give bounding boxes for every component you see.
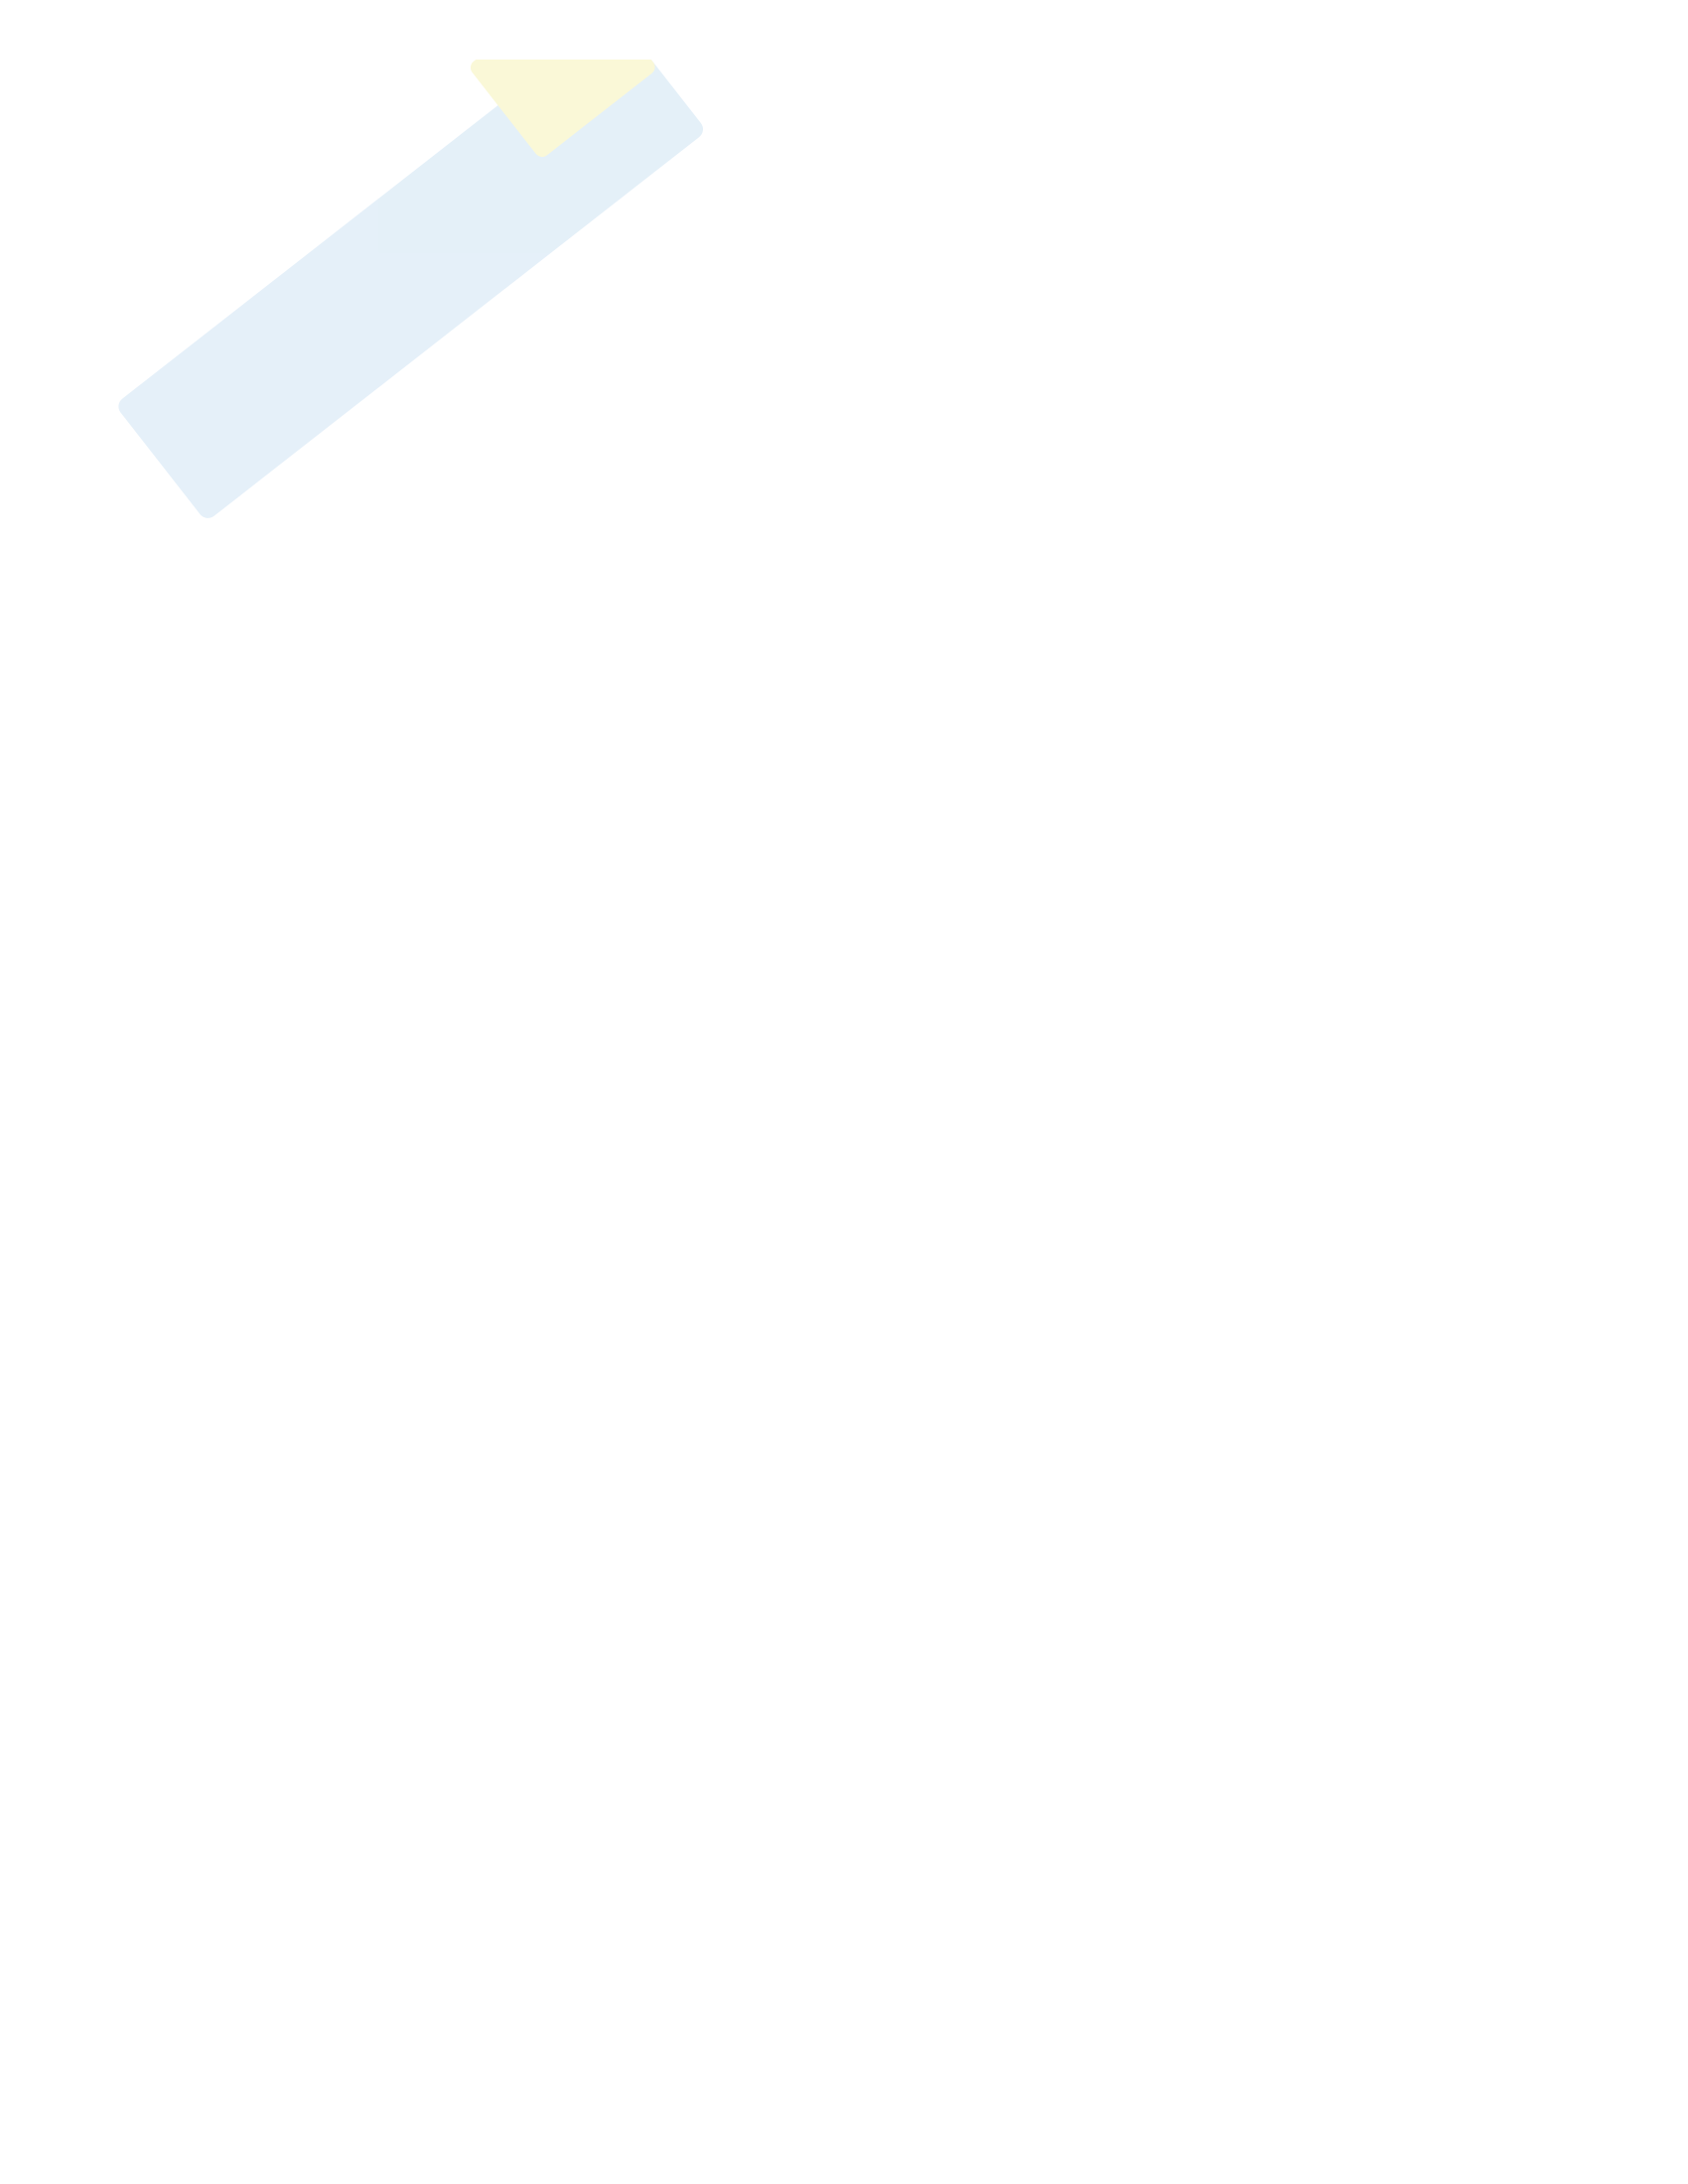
section-gap xyxy=(256,206,1426,361)
document-page xyxy=(256,206,1426,361)
